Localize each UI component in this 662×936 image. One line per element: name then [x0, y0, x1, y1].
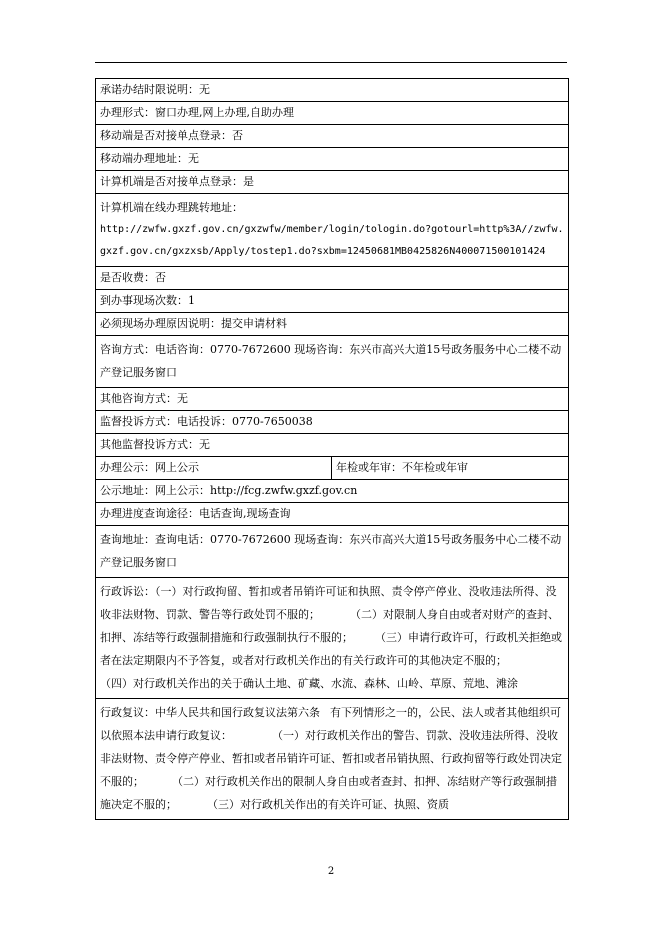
- table-row: [96, 79, 569, 102]
- table-row: [96, 125, 569, 148]
- pc-single-login-cell: 计算机端是否对接单点登录：是: [96, 171, 569, 194]
- table-row: [96, 434, 569, 457]
- table-row: [96, 526, 569, 578]
- table-row: [96, 194, 569, 267]
- reconsideration-part-5: （三）对行政机关作出的有关许可证、执照、资质: [207, 798, 449, 811]
- litigation-part-2: （二）对限制人身自由或者对财产的查封、扣押、冻结等行政强制措施和行政强制执行不服的；: [100, 608, 559, 644]
- complaint-cell: 监督投诉方式：电话投诉：0770-7650038: [96, 411, 569, 434]
- table-row: [96, 480, 569, 503]
- pc-online-jump-label: 计算机端在线办理跳转地址：: [100, 201, 243, 214]
- service-info-table: [95, 78, 569, 820]
- table-row: [96, 336, 569, 388]
- table-row: [96, 503, 569, 526]
- reconsideration-part-1: 行政复议：中华人民共和国行政复议法第六条: [100, 706, 320, 719]
- reconsideration-cell: [96, 699, 569, 820]
- table-row: [96, 290, 569, 313]
- onsite-reason-cell: 必须现场办理原因说明：提交申请材料: [96, 313, 569, 336]
- litigation-cell: [96, 578, 569, 699]
- header-rule: [95, 62, 567, 63]
- public-address-cell: 公示地址：网上公示：http://fcg.zwfw.gxzf.gov.cn: [96, 480, 569, 503]
- other-complaint-cell: 其他监督投诉方式：无: [96, 434, 569, 457]
- progress-query-cell: 办理进度查询途径：电话查询,现场查询: [96, 503, 569, 526]
- table-row: [96, 388, 569, 411]
- table-row: [96, 699, 569, 820]
- consult-cell: 咨询方式：电话咨询：0770-7672600 现场咨询：东兴市高兴大道15号政务服务中心二楼不动产登记服务窗口: [96, 336, 569, 388]
- table-row: [96, 148, 569, 171]
- fee-cell: 是否收费：否: [96, 267, 569, 290]
- litigation-part-3: （三）申请行政许可，行政机关拒绝或者在法定期限内不予答复，或者对行政机关作出的有关行政许可的其他决定不服的；: [100, 631, 562, 667]
- table-row: [96, 578, 569, 699]
- table-row: [96, 102, 569, 125]
- reconsideration-part-3: （一）对行政机关作出的警告、罚款、没收违法所得、没收非法财物、责令停产停业、暂扣或者吊销许可证、暂扣或者吊销执照、行政拘留等行政处罚决定不服的；: [100, 729, 562, 788]
- table-row: [96, 411, 569, 434]
- table-row: [96, 171, 569, 194]
- page-number: 2: [327, 866, 335, 877]
- pc-online-jump-cell: [96, 194, 569, 267]
- annual-check-cell: 年检或年审：不年检或年审: [332, 457, 569, 480]
- pc-online-jump-link[interactable]: http://zwfw.gxzf.gov.cn/gxzwfw/member/login/tologin.do?gotourl=http%3A//zwfw.gxzf.gov.cn/gxzxsb/Apply/tostep1.do?sxbm=12450681MB0425826N400071500101424: [100, 224, 564, 257]
- promise-note-cell: 承诺办结时限说明：无: [96, 79, 569, 102]
- query-address-cell: 查询地址：查询电话：0770-7672600 现场查询：东兴市高兴大道15号政务服务中心二楼不动产登记服务窗口: [96, 526, 569, 578]
- mobile-address-cell: 移动端办理地址：无: [96, 148, 569, 171]
- reconsideration-part-4: （二）对行政机关作出的限制人身自由或者查封、扣押、冻结财产等行政强制措施决定不服的；: [100, 775, 557, 811]
- litigation-part-4: （四）对行政机关作出的关于确认土地、矿藏、水流、森林、山岭、草原、荒地、滩涂: [100, 677, 518, 690]
- table-row: [96, 457, 569, 480]
- visits-cell: 到办事现场次数：1: [96, 290, 569, 313]
- table-row: [96, 313, 569, 336]
- litigation-part-1: 行政诉讼：（一）对行政拘留、暂扣或者吊销许可证和执照、责令停产停业、没收违法所得、没收非法财物、罚款、警告等行政处罚不服的；: [100, 585, 557, 621]
- reconsideration-part-2: 有下列情形之一的，公民、法人或者其他组织可以依照本法申请行政复议：: [100, 706, 561, 742]
- mobile-single-login-cell: 移动端是否对接单点登录：否: [96, 125, 569, 148]
- table-row: [96, 267, 569, 290]
- publicity-cell: 办理公示：网上公示: [96, 457, 332, 480]
- other-consult-cell: 其他咨询方式：无: [96, 388, 569, 411]
- handling-form-cell: 办理形式：窗口办理,网上办理,自助办理: [96, 102, 569, 125]
